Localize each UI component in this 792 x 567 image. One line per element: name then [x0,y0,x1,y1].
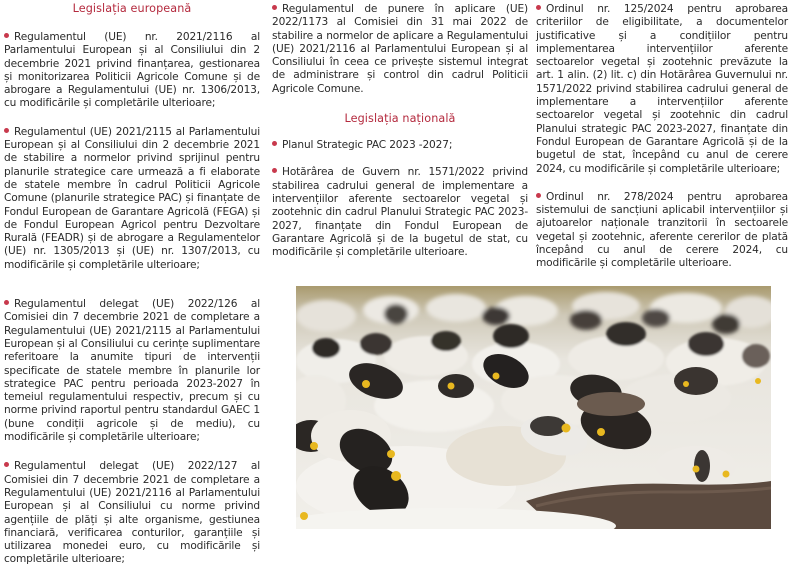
bullet-icon [272,141,277,146]
heading-national-legislation: Legislația națională [344,112,456,126]
sheep-illustration [296,286,771,529]
bullet-icon [272,5,277,10]
bullet-icon [536,193,541,198]
list-item: Regulamentul (UE) nr. 2021/2116 al Parlamentului European și al Consiliului din 2 decembrie 2021 privind finanțarea, gestionarea și monitorizarea Politicii Agricole Comune și de abrogare a Regulamentului (UE) nr. 1306/2013, cu modificările și completările ulterioare; [4,31,260,110]
list-item: Ordinul nr. 278/2024 pentru aprobarea sistemului de sancțiuni aplicabil intervențiilor și ajutoarelor naționale tranzitorii în sectoarele vegetal și zootehnic, aferente cererilor de plată începând cu anul de cerere 2024, cu modificările și completările ulterioare. [536,190,788,270]
column-left [4,0,260,567]
list-item: Regulamentul (UE) 2021/2115 al Parlamentului European și al Consiliului din 2 decembrie 2021 de stabilire a normelor privind sprijinul pentru planurile strategice care urmează a fi elaborate de statele membre în cadrul Politicii Agricole Comune (planurile strategice PAC) și finanțate de Fondul European de Garantare Agricolă (FEGA) și de Fondul European Agricol pentru Dezvoltare Rurală (FEADR) și de abrogare a Regulamentelor (UE) nr. 1305/2013 și (UE) nr. 1307/2013, cu modificările și completările ulterioare; [4,125,260,271]
list-item: Hotărârea de Guvern nr. 1571/2022 privind stabilirea cadrului general de implementare a intervențiilor aferente sectoarelor vegetal și zootehnic din cadrul Planului Strategic PAC 2023-2027, finanțate din Fondul European de Garantare Agricolă și de la bugetul de stat, cu modificările și completările ulterioare. [272,166,528,259]
heading-european-legislation: Legislația europeană [72,2,192,15]
sheep-flock-photo [296,286,771,529]
list-item: Regulamentul delegat (UE) 2022/127 al Comisiei din 7 decembrie 2021 de completare a Regulamentului (UE) 2021/2116 al Parlamentului European și al Consiliului cu norme privind agențiile de plăți și alte organisme, gestiunea financiară, verificarea conturilor, garanțiile și utilizarea monedei euro, cu modificările și completările ulterioare; [4,460,260,566]
column-right [536,0,788,271]
bullet-icon [4,128,9,133]
bullet-icon [4,33,9,38]
bullet-icon [4,300,9,305]
list-item: Planul Strategic PAC 2023 -2027; [272,139,528,152]
list-item: Regulamentul delegat (UE) 2022/126 al Comisiei din 7 decembrie 2021 de completare a Regulamentului (UE) 2021/2115 al Parlamentului European și al Consiliului cu cerințe suplimentare referitoare la anumite tipuri de intervenții specificate de statele membre în planurile lor strategice PAC pentru perioada 2023-2027 în temeiul regulamentului respectiv, precum și cu norme privind raportul pentru standardul GAEC 1 (bune condiții agricole și de mediu), cu modificările și completările ulterioare; [4,298,260,444]
bullet-icon [4,462,9,467]
list-item: Regulamentul de punere în aplicare (UE) 2022/1173 al Comisiei din 31 mai 2022 de stabilire a normelor de aplicare a Regulamentului (UE) 2021/2116 al Parlamentului European și al Consiliului în ceea ce privește sistemul integrat de administrare și control din cadrul Politicii Agricole Comune. [272,3,528,95]
list-item: Ordinul nr. 125/2024 pentru aprobarea criteriilor de eligibilitate, a documentelor justificative și a condițiilor pentru implementarea intervențiilor aferente sectoarelor vegetal și zootehnic prevăzute la art. 1 alin. (2) lit. c) din Hotărârea Guvernului nr. 1571/2022 privind stabilirea cadrului general de implementare a intervențiilor aferente sectoarelor vegetal și zootehnic din cadrul Planului strategic PAC 2023-2027, finanțate din Fondul European de Garantare Agricolă și de la bugetul de stat, începând cu anul de cerere 2024, cu modificările și completările ulterioare; [536,3,788,175]
bullet-icon [272,168,277,173]
column-middle [272,0,528,259]
bullet-icon [536,5,541,10]
